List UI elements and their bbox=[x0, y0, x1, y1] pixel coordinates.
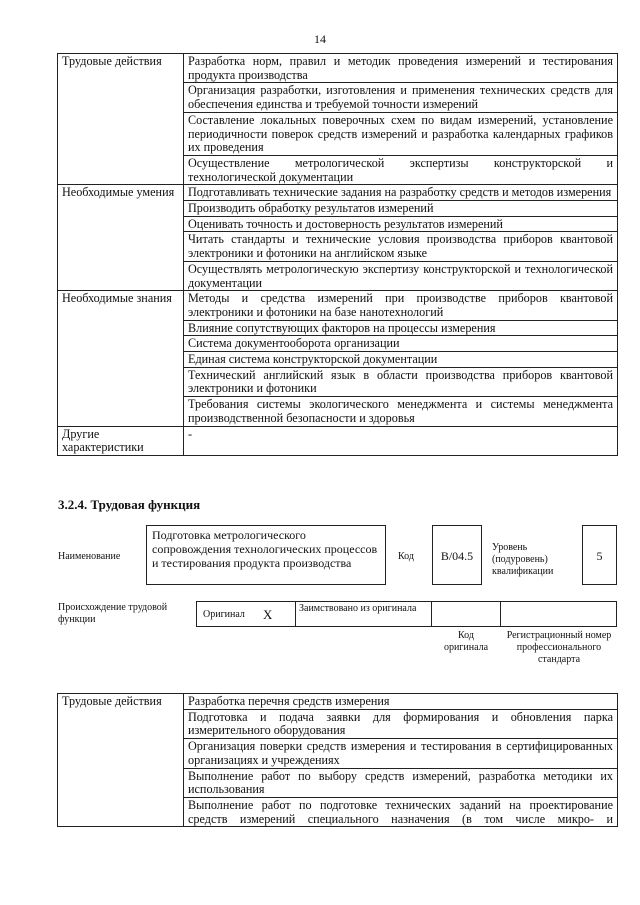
list-item: Организация разработки, изготовления и применения технических средств для обеспечения единства и требуемой точности измерений bbox=[184, 83, 618, 112]
list-item: Выполнение работ по подготовке технических заданий на проектирование средств измерений специального назначения (в том числе микро- и bbox=[184, 797, 618, 826]
row-label-other: Другие характеристики bbox=[58, 426, 184, 455]
table-row bbox=[58, 185, 618, 201]
function-name-value: Подготовка метрологического сопровождения технологических процессов и тестирования продукта производства bbox=[152, 528, 378, 570]
row-label-skills: Необходимые умения bbox=[58, 185, 184, 291]
list-item: Подготовка и подача заявки для формирования и обновления парка измерительного оборудования bbox=[184, 709, 618, 738]
original-box bbox=[196, 601, 296, 627]
row-label-labor-actions-2: Трудовые действия bbox=[58, 694, 184, 827]
list-item: Читать стандарты и технические условия производства приборов квантовой электроники и фотоники на английском языке bbox=[184, 232, 618, 261]
list-item: Осуществление метрологической экспертизы конструкторской и технологической документации bbox=[184, 155, 618, 184]
table-row bbox=[58, 426, 618, 455]
code-caption: Код оригинала bbox=[443, 630, 489, 653]
list-item: Составление локальных поверочных схем по видам измерений, установление периодичности поверок средств измерений и разработка календарных графиков их проведения bbox=[184, 112, 618, 155]
level-label: Уровень (подуровень) квалификации bbox=[492, 542, 554, 577]
origin-label: Происхождение трудовой функции bbox=[58, 602, 168, 625]
list-item: Влияние сопутствующих факторов на процессы измерения bbox=[184, 320, 618, 336]
level-value: 5 bbox=[596, 549, 603, 563]
list-item: Производить обработку результатов измерений bbox=[184, 201, 618, 217]
original-code-box bbox=[431, 601, 501, 627]
list-item: Разработка норм, правил и методик проведения измерений и тестирования продукта производства bbox=[184, 54, 618, 83]
requirements-table bbox=[57, 53, 618, 456]
row-label-labor-actions: Трудовые действия bbox=[58, 54, 184, 185]
code-label: Код bbox=[398, 551, 414, 562]
reg-caption: Регистрационный номер профессионального стандарта bbox=[506, 630, 612, 665]
borrowed-box bbox=[295, 601, 432, 627]
list-item: Система документооборота организации bbox=[184, 336, 618, 352]
list-item: Методы и средства измерений при производстве приборов квантовой электроники и фотоники на базе нанотехнологий bbox=[184, 291, 618, 320]
list-item: Единая система конструкторской документации bbox=[184, 352, 618, 368]
list-item: Организация поверки средств измерения и тестирования в сертифицированных организациях и учреждениях bbox=[184, 739, 618, 768]
borrowed-label: Заимствовано из оригинала bbox=[299, 603, 417, 614]
page-number: 14 bbox=[314, 32, 326, 46]
list-item: Требования системы экологического менеджмента и системы менеджмента производственной безопасности и здоровья bbox=[184, 397, 618, 426]
table-row bbox=[58, 694, 618, 710]
name-label: Наименование bbox=[58, 551, 121, 562]
list-item: Подготавливать технические задания на разработку средств и методов измерения bbox=[184, 185, 618, 201]
list-item: Оценивать точность и достоверность результатов измерений bbox=[184, 216, 618, 232]
code-value: B/04.5 bbox=[440, 549, 474, 563]
original-label: Оригинал bbox=[203, 609, 245, 620]
row-label-knowledge: Необходимые знания bbox=[58, 291, 184, 426]
code-value-box bbox=[432, 525, 482, 585]
list-item: Выполнение работ по выбору средств измерений, разработка методики их использования bbox=[184, 768, 618, 797]
registration-number-box bbox=[500, 601, 617, 627]
original-mark: X bbox=[263, 607, 273, 622]
table-row bbox=[58, 291, 618, 320]
list-item: Разработка перечня средств измерения bbox=[184, 694, 618, 710]
level-value-box bbox=[582, 525, 617, 585]
list-item: Технический английский язык в области производства приборов квантовой электроники и фотоники bbox=[184, 367, 618, 396]
labor-actions-table bbox=[57, 693, 618, 827]
function-name-box bbox=[146, 525, 386, 585]
table-row bbox=[58, 54, 618, 83]
list-item: - bbox=[184, 426, 618, 455]
list-item: Осуществлять метрологическую экспертизу конструкторской и технологической документации bbox=[184, 261, 618, 290]
section-title: 3.2.4. Трудовая функция bbox=[58, 497, 201, 512]
